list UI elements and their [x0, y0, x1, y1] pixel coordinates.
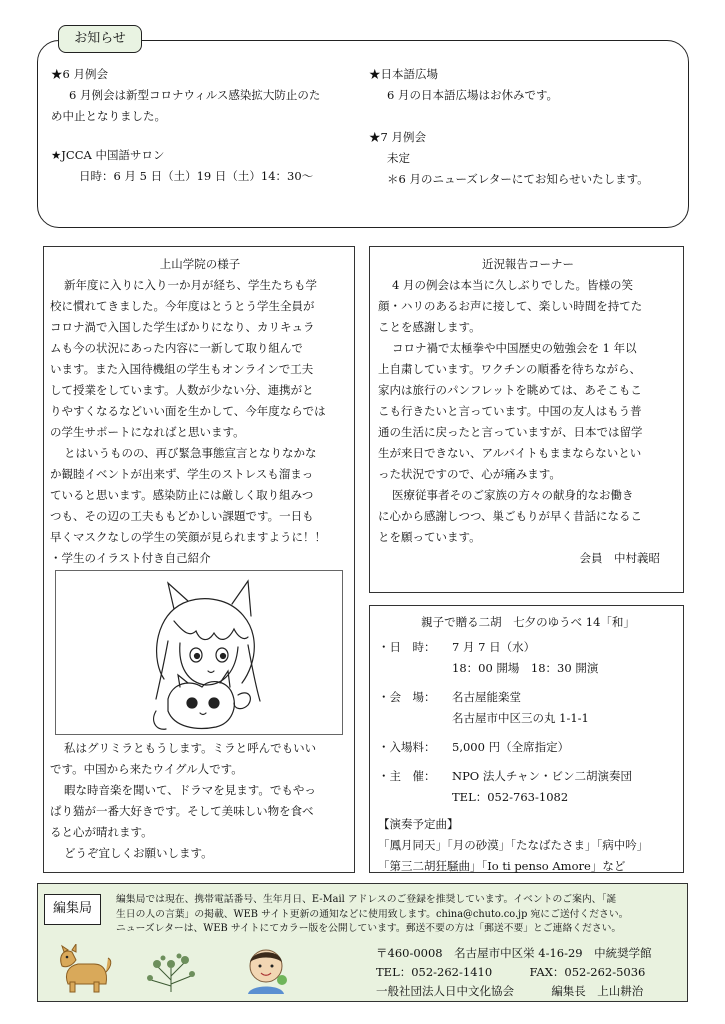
school-title: 上山学院の様子	[159, 257, 241, 271]
event-fee-row	[378, 737, 678, 758]
text-line: 4 月の例会は本当に久しぶりでした。皆様の笑	[392, 278, 633, 292]
footer-editor: 編集長 上山耕治	[551, 984, 644, 998]
report-title: 近況報告コーナー	[482, 257, 574, 271]
july-meeting-note: ＊6 月のニューズレターにてお知らせいたします。	[387, 172, 649, 186]
text-line: して授業をしています。人数が少ない分、連携がと	[50, 383, 314, 397]
dog-icon	[54, 944, 114, 996]
flowers-icon	[143, 946, 199, 994]
july-meeting-title: ★7 月例会	[369, 130, 426, 144]
program-line: 「第三二胡狂騒曲」「Io ti penso Amore」など	[378, 859, 626, 873]
school-content-lower	[50, 738, 350, 864]
june-meeting-body: 6 月例会は新型コロナウィルス感染拡大防止のた	[69, 88, 321, 102]
report-paragraph-3	[378, 485, 678, 548]
text-line: います。また入国待機組の学生もオンラインで工夫	[50, 362, 314, 376]
text-line: の学生サポートになればと思います。	[50, 425, 245, 439]
notice-left	[51, 64, 361, 187]
event-date-row	[378, 637, 678, 658]
footer-text-line: 生日の人の言葉」の掲載、WEB サイト更新の通知などに使用致します。china@chuto.co.jp 宛にご送付ください。	[116, 908, 629, 920]
text-line: ことを感謝します。	[378, 320, 481, 334]
text-line: 上自粛しています。ワクチンの順番を待ちながら、	[378, 362, 642, 376]
footer-text-line: ニューズレターは、WEB サイトにてカラー版を公開しています。郵送不要の方は「郵送不要」とご連絡ください。	[116, 923, 622, 934]
event-fee-label: ・入場料：	[378, 740, 436, 754]
event-host-tel: TEL：052-763-1082	[452, 790, 569, 804]
report-paragraph-1	[378, 275, 678, 338]
program-line: 「鳳月同天」「月の砂漠」「たなばたさま」「病中吟」	[378, 838, 649, 852]
event-venue-name: 名古屋能楽堂	[452, 690, 521, 704]
event-host-value: NPO 法人チャン・ビン二胡演奏団	[452, 769, 633, 783]
text-line: こも行きたいと言っています。中国の友人はもう普	[378, 404, 642, 418]
event-date-value: 7 月 7 日（水）	[452, 640, 536, 654]
text-line: 私はグリミラともうします。ミラと呼んでもいい	[64, 741, 317, 755]
plaza-title: ★日本語広場	[369, 67, 438, 81]
text-line: ていると思います。感染防止には厳しく取り組みつ	[50, 488, 314, 502]
event-content	[378, 612, 678, 877]
event-tel-row	[378, 787, 678, 808]
event-address-row	[378, 708, 678, 729]
footer-fax: FAX：052-262-5036	[529, 965, 646, 979]
notice-tab: お知らせ	[58, 25, 142, 53]
text-line: ると心が晴れます。	[50, 825, 153, 839]
school-paragraph-3	[50, 738, 350, 780]
text-line: コロナ禍で太極拳や中国歴史の勉強会を 1 年以	[392, 341, 637, 355]
event-venue-row	[378, 687, 678, 708]
footer-address: 〒460-0008 名古屋市中区栄 4-16-29 中統奨学館	[376, 946, 652, 960]
student-illustration	[55, 570, 343, 735]
person-icon	[244, 944, 290, 996]
text-line: に心から感謝しつつ、巣ごもりが早く昔話になるこ	[378, 509, 643, 523]
text-line: 暇な時音楽を聞いて、ドラマを見ます。でもやっ	[64, 783, 316, 797]
notice-right	[369, 64, 679, 190]
salon-title: ★JCCA 中国語サロン	[51, 148, 165, 162]
school-paragraph-2	[50, 443, 350, 548]
text-line: です。中国から来たウイグル人です。	[50, 762, 243, 776]
event-time-value: 18：00 開場 18：30 開演	[452, 661, 599, 675]
school-paragraph-4	[50, 780, 350, 864]
text-line: コロナ渦で入国した学生ばかりになり、カリキュラ	[50, 320, 315, 334]
july-meeting-status: 未定	[387, 151, 410, 165]
text-line: どうぞ宜しくお願いします。	[64, 846, 213, 860]
footer-contact	[376, 963, 676, 982]
cat-girl-drawing	[56, 571, 344, 736]
text-line: りやすくなるなどいい面を生かして、今年度ならでは	[50, 404, 326, 418]
event-venue-label: ・会 場：	[378, 690, 436, 704]
school-content	[50, 254, 350, 569]
text-line: 早くマスクなしの学生の笑顔が見られますように！！	[50, 530, 326, 544]
text-line: 医療従事者そのご家族の方々の献身的なお働き	[392, 488, 634, 502]
event-venue-address: 名古屋市中区三の丸 1-1-1	[452, 711, 589, 725]
text-line: 生が来日できない、アルバイトもままならないとい	[378, 446, 642, 460]
salon-date: 日時：6 月 5 日（土）19 日（土）14：30〜	[79, 169, 314, 183]
program-header: 【演奏予定曲】	[378, 817, 459, 831]
footer-notice	[116, 893, 676, 937]
text-line: 顔・ハリのあるお声に接して、楽しい時間を持てた	[378, 299, 643, 313]
illustration-caption: ・学生のイラスト付き自己紹介	[50, 551, 211, 565]
school-paragraph-1	[50, 275, 350, 443]
footer-org-line	[376, 982, 676, 1001]
text-line: 通の生活に戻ったと言っていますが、日本では留学	[378, 425, 643, 439]
footer-phone: TEL：052-262-1410	[376, 965, 493, 979]
text-line: とを願っています。	[378, 530, 481, 544]
text-line: ムも今の状況にあった内容に一新して取り組んで	[50, 341, 303, 355]
footer-org: 一般社団法人日中文化協会	[376, 984, 514, 998]
report-paragraph-2	[378, 338, 678, 485]
text-line: 新年度に入りに入り一か月が経ち、学生たちも学	[64, 278, 317, 292]
event-title: 親子で贈る二胡 七夕のゆうべ 14「和」	[421, 615, 635, 629]
report-content	[378, 254, 678, 569]
footer-address-block	[376, 944, 676, 1001]
footer-label: 編集局	[44, 894, 101, 925]
text-line: った状況ですので、心が痛みます。	[378, 467, 561, 481]
text-line: とはいうものの、再び緊急事態宣言となりなかな	[64, 446, 317, 460]
text-line: 家内は旅行のパンフレットを眺めては、あそこもこ	[378, 383, 642, 397]
text-line: つも、その辺の工夫ももどかしい課題です。一日も	[50, 509, 314, 523]
event-fee-value: 5,000 円（全席指定）	[452, 740, 570, 754]
plaza-body: 6 月の日本語広場はお休みです。	[387, 88, 559, 102]
report-signature: 会員 中村義昭	[579, 551, 660, 565]
text-line: か観睦イベントが出来ず、学生のストレスも溜まっ	[50, 467, 314, 481]
june-meeting-body: め中止となりました。	[51, 109, 166, 123]
event-host-row	[378, 766, 678, 787]
event-time-row	[378, 658, 678, 679]
text-line: 校に慣れてきました。今年度はとうとう学生全員が	[50, 299, 315, 313]
event-host-label: ・主 催：	[378, 769, 436, 783]
footer-text-line: 編集局では現在、携帯電話番号、生年月日、E-Mail アドレスのご登録を推奨しています。イベントのご案内、「誕	[116, 894, 617, 905]
text-line: ぱり猫が一番大好きです。そして美味しい物を食べ	[50, 804, 314, 818]
june-meeting-title: ★6 月例会	[51, 67, 108, 81]
event-date-label: ・日 時：	[378, 640, 436, 654]
